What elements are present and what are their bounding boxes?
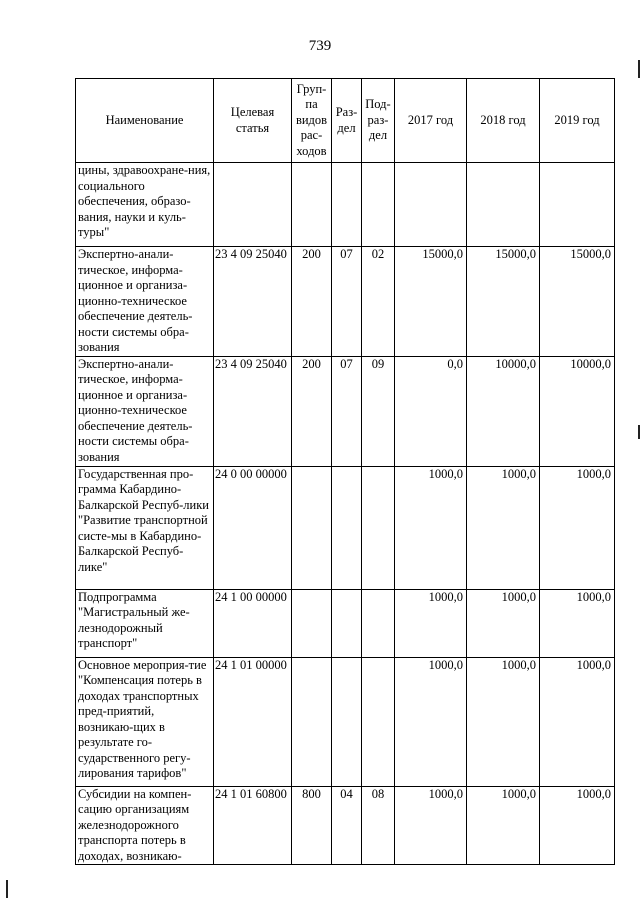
scan-edge-mark: [6, 880, 8, 898]
cell-2019: 1000,0: [540, 657, 615, 786]
table-row: [76, 786, 615, 865]
header-subsection: Под-раз-дел: [362, 79, 395, 163]
cell-subsection: [362, 466, 395, 589]
header-2017: 2017 год: [395, 79, 467, 163]
table-row: [76, 466, 615, 589]
header-target: Целевая статья: [214, 79, 292, 163]
cell-2017: [395, 163, 467, 247]
cell-group: [292, 657, 332, 786]
cell-2018: 1000,0: [467, 466, 540, 589]
cell-subsection: [362, 657, 395, 786]
cell-subsection: [362, 163, 395, 247]
cell-subsection: 08: [362, 786, 395, 865]
cell-name: Экспертно-анали-тическое, информа-ционное и организа-ционно-техническое обеспечение деятель-ности системы обра-зования: [76, 247, 214, 357]
table-header: [76, 79, 615, 163]
cell-group: 200: [292, 247, 332, 357]
budget-table: [75, 78, 615, 865]
cell-section: [332, 589, 362, 657]
table-body: [76, 163, 615, 865]
cell-group: [292, 163, 332, 247]
cell-target: 24 1 01 60800: [214, 786, 292, 865]
cell-2018: 1000,0: [467, 589, 540, 657]
header-section: Раз-дел: [332, 79, 362, 163]
cell-group: 200: [292, 356, 332, 466]
cell-2019: 10000,0: [540, 356, 615, 466]
cell-2018: [467, 163, 540, 247]
cell-section: [332, 466, 362, 589]
cell-target: 23 4 09 25040: [214, 247, 292, 357]
cell-target: [214, 163, 292, 247]
cell-2017: 15000,0: [395, 247, 467, 357]
cell-subsection: 09: [362, 356, 395, 466]
header-row: [76, 79, 615, 163]
table-row: [76, 247, 615, 357]
cell-group: [292, 466, 332, 589]
header-group: Груп-па видов рас-ходов: [292, 79, 332, 163]
cell-2017: 0,0: [395, 356, 467, 466]
cell-target: 24 0 00 00000: [214, 466, 292, 589]
cell-2017: 1000,0: [395, 589, 467, 657]
header-2018: 2018 год: [467, 79, 540, 163]
table-row: [76, 163, 615, 247]
cell-name: Субсидии на компен-сацию организациям железнодорожного транспорта потерь в доходах, возникаю-: [76, 786, 214, 865]
cell-target: 23 4 09 25040: [214, 356, 292, 466]
cell-group: [292, 589, 332, 657]
cell-section: [332, 163, 362, 247]
cell-2018: 1000,0: [467, 657, 540, 786]
cell-2019: 15000,0: [540, 247, 615, 357]
cell-2017: 1000,0: [395, 657, 467, 786]
cell-name: Государственная про-грамма Кабардино-Балкарской Респуб-лики "Развитие транспортной систе-мы в Кабардино-Балкарской Респуб-лике": [76, 466, 214, 589]
page-number: 739: [308, 38, 332, 54]
cell-target: 24 1 00 00000: [214, 589, 292, 657]
cell-group: 800: [292, 786, 332, 865]
cell-name: Подпрограмма "Магистральный же-лезнодорожный транспорт": [76, 589, 214, 657]
table-row: [76, 589, 615, 657]
cell-2019: 1000,0: [540, 589, 615, 657]
cell-section: 04: [332, 786, 362, 865]
cell-subsection: [362, 589, 395, 657]
table-row: [76, 657, 615, 786]
cell-name: Экспертно-анали-тическое, информа-ционное и организа-ционно-техническое обеспечение деятель-ности системы обра-зования: [76, 356, 214, 466]
cell-2019: 1000,0: [540, 466, 615, 589]
table-row: [76, 356, 615, 466]
header-2019: 2019 год: [540, 79, 615, 163]
cell-2019: [540, 163, 615, 247]
cell-2018: 1000,0: [467, 786, 540, 865]
cell-section: 07: [332, 356, 362, 466]
cell-subsection: 02: [362, 247, 395, 357]
cell-section: 07: [332, 247, 362, 357]
cell-2018: 10000,0: [467, 356, 540, 466]
cell-target: 24 1 01 00000: [214, 657, 292, 786]
cell-2018: 15000,0: [467, 247, 540, 357]
cell-name: Основное мероприя-тие "Компенсация потерь в доходах транспортных пред-приятий, возникаю-щих в результате го-сударственного регу-лирования тарифов": [76, 657, 214, 786]
cell-2019: 1000,0: [540, 786, 615, 865]
cell-name: цины, здравоохране-ния, социального обеспечения, образо-вания, науки и куль-туры": [76, 163, 214, 247]
header-name: Наименование: [76, 79, 214, 163]
cell-section: [332, 657, 362, 786]
cell-2017: 1000,0: [395, 786, 467, 865]
cell-2017: 1000,0: [395, 466, 467, 589]
